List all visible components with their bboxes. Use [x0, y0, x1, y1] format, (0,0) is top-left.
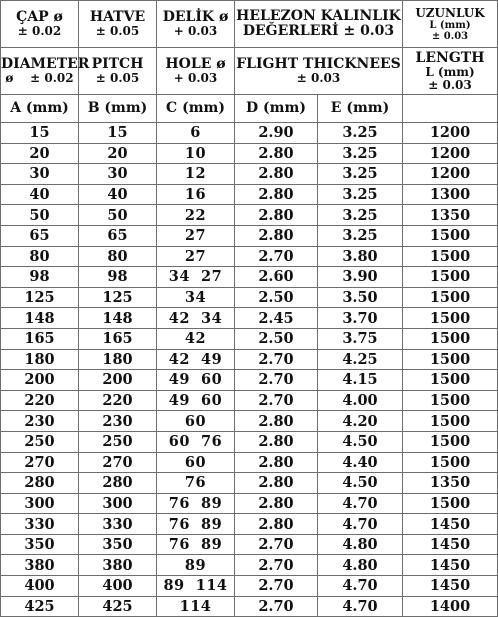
cell-a: 350	[1, 534, 79, 555]
cell-e: 3.90	[318, 267, 403, 288]
cell-a: 425	[1, 596, 79, 617]
cell-a: 230	[1, 411, 79, 432]
cell-d: 2.50	[235, 287, 318, 308]
cell-e: 4.15	[318, 370, 403, 391]
header-flight-name: FLIGHT THICKNEES	[236, 56, 401, 72]
header-hatve-name: HATVE	[89, 9, 146, 25]
cell-c: 10	[157, 143, 235, 164]
header-units-row	[1, 95, 498, 123]
cell-a: 30	[1, 164, 79, 185]
header-delik-tol: + 0.03	[173, 24, 218, 38]
cell-e: 3.25	[318, 143, 403, 164]
table-row	[1, 225, 498, 246]
cell-d: 2.70	[235, 349, 318, 370]
header-cap	[1, 1, 79, 48]
cell-c: 42 34	[157, 308, 235, 329]
cell-d: 2.70	[235, 390, 318, 411]
cell-l: 1500	[403, 287, 498, 308]
cell-d: 2.70	[235, 370, 318, 391]
table-row	[1, 555, 498, 576]
cell-d: 2.70	[235, 596, 318, 617]
table-row	[1, 514, 498, 535]
cell-l: 1300	[403, 184, 498, 205]
cell-a: 330	[1, 514, 79, 535]
cell-d: 2.90	[235, 123, 318, 144]
cell-b: 40	[79, 184, 157, 205]
table-row	[1, 411, 498, 432]
cell-c: 42 49	[157, 349, 235, 370]
cell-c: 34	[157, 287, 235, 308]
cell-b: 20	[79, 143, 157, 164]
cell-d: 2.80	[235, 143, 318, 164]
cell-e: 3.25	[318, 123, 403, 144]
cell-b: 250	[79, 431, 157, 452]
cell-l: 1500	[403, 349, 498, 370]
header-helezon	[235, 1, 403, 48]
cell-l: 1500	[403, 431, 498, 452]
cell-d: 2.80	[235, 184, 318, 205]
cell-c: 6	[157, 123, 235, 144]
header-flight	[235, 48, 403, 95]
table-row	[1, 267, 498, 288]
header-uzunluk	[403, 1, 498, 48]
cell-c: 76 89	[157, 493, 235, 514]
cell-a: 98	[1, 267, 79, 288]
cell-b: 125	[79, 287, 157, 308]
cell-c: 60	[157, 411, 235, 432]
table-row	[1, 205, 498, 226]
cell-a: 300	[1, 493, 79, 514]
cell-e: 4.80	[318, 534, 403, 555]
col-a-header: A (mm)	[1, 95, 79, 123]
cell-e: 4.20	[318, 411, 403, 432]
cell-c: 49 60	[157, 390, 235, 411]
table-row	[1, 534, 498, 555]
cell-l: 1200	[403, 123, 498, 144]
table-row	[1, 308, 498, 329]
table-row	[1, 431, 498, 452]
cell-d: 2.80	[235, 493, 318, 514]
cell-d: 2.80	[235, 431, 318, 452]
cell-c: 60 76	[157, 431, 235, 452]
cell-d: 2.45	[235, 308, 318, 329]
col-b-header: B (mm)	[79, 95, 157, 123]
header-hole-name: HOLE ø	[165, 56, 226, 72]
table-row	[1, 164, 498, 185]
cell-l: 1350	[403, 205, 498, 226]
cell-d: 2.70	[235, 555, 318, 576]
cell-d: 2.80	[235, 164, 318, 185]
cell-b: 230	[79, 411, 157, 432]
cell-a: 125	[1, 287, 79, 308]
header-uzunluk-tol: ± 0.03	[431, 30, 469, 42]
cell-b: 148	[79, 308, 157, 329]
cell-a: 200	[1, 370, 79, 391]
cell-e: 3.25	[318, 225, 403, 246]
cell-l: 1500	[403, 225, 498, 246]
cell-b: 98	[79, 267, 157, 288]
col-d-header: D (mm)	[235, 95, 318, 123]
header-uzunluk-sub: L (mm)	[429, 19, 471, 31]
header-length-sub: L (mm)	[425, 64, 475, 79]
cell-e: 4.80	[318, 555, 403, 576]
cell-e: 4.50	[318, 473, 403, 494]
cell-b: 80	[79, 246, 157, 267]
header-hatve	[79, 1, 157, 48]
header-helezon-name2: DEĞERLERİ ± 0.03	[242, 23, 395, 39]
cell-l: 1500	[403, 370, 498, 391]
cell-c: 27	[157, 225, 235, 246]
cell-d: 2.80	[235, 473, 318, 494]
cell-l: 1500	[403, 308, 498, 329]
cell-a: 165	[1, 328, 79, 349]
cell-c: 49 60	[157, 370, 235, 391]
cell-e: 4.70	[318, 514, 403, 535]
header-row-en	[1, 48, 498, 95]
cell-b: 30	[79, 164, 157, 185]
cell-c: 76 89	[157, 534, 235, 555]
cell-b: 165	[79, 328, 157, 349]
cell-d: 2.80	[235, 205, 318, 226]
cell-l: 1200	[403, 164, 498, 185]
table-row	[1, 328, 498, 349]
cell-c: 89 114	[157, 576, 235, 597]
header-length	[403, 48, 498, 95]
cell-a: 250	[1, 431, 79, 452]
table-body	[1, 123, 498, 617]
cell-d: 2.60	[235, 267, 318, 288]
cell-b: 330	[79, 514, 157, 535]
header-delik	[157, 1, 235, 48]
header-helezon-name: HELEZON KALINLIK	[236, 8, 401, 24]
header-pitch-tol: ± 0.05	[95, 71, 140, 85]
header-hole-tol: + 0.03	[173, 71, 218, 85]
cell-l: 1500	[403, 267, 498, 288]
cell-e: 3.75	[318, 328, 403, 349]
cell-l: 1450	[403, 576, 498, 597]
cell-b: 50	[79, 205, 157, 226]
header-diameter	[1, 48, 90, 95]
table-row	[1, 143, 498, 164]
table-row	[1, 576, 498, 597]
cell-b: 270	[79, 452, 157, 473]
header-row-tr	[1, 1, 498, 48]
cell-l: 1500	[403, 328, 498, 349]
cell-c: 60	[157, 452, 235, 473]
cell-c: 27	[157, 246, 235, 267]
cell-a: 400	[1, 576, 79, 597]
table-row	[1, 493, 498, 514]
table-row	[1, 596, 498, 617]
cell-c: 12	[157, 164, 235, 185]
cell-d: 2.70	[235, 246, 318, 267]
cell-c: 89	[157, 555, 235, 576]
cell-b: 380	[79, 555, 157, 576]
cell-d: 2.70	[235, 576, 318, 597]
cell-d: 2.80	[235, 411, 318, 432]
col-c-header: C (mm)	[157, 95, 235, 123]
header-pitch-name: PITCH	[91, 56, 144, 72]
cell-d: 2.70	[235, 534, 318, 555]
cell-l: 1500	[403, 452, 498, 473]
cell-b: 400	[79, 576, 157, 597]
header-cap-tol: ± 0.02	[17, 24, 62, 38]
cell-a: 20	[1, 143, 79, 164]
header-length-tol: ± 0.03	[428, 77, 472, 92]
cell-l: 1400	[403, 596, 498, 617]
cell-l: 1200	[403, 143, 498, 164]
cell-b: 15	[79, 123, 157, 144]
cell-c: 114	[157, 596, 235, 617]
table-row	[1, 123, 498, 144]
cell-a: 65	[1, 225, 79, 246]
cell-l: 1500	[403, 390, 498, 411]
cell-c: 16	[157, 184, 235, 205]
cell-a: 40	[1, 184, 79, 205]
table-row	[1, 473, 498, 494]
cell-a: 380	[1, 555, 79, 576]
cell-d: 2.80	[235, 452, 318, 473]
table-row	[1, 184, 498, 205]
header-delik-name: DELİK ø	[162, 9, 229, 25]
cell-l: 1500	[403, 246, 498, 267]
cell-e: 4.00	[318, 390, 403, 411]
cell-b: 300	[79, 493, 157, 514]
cell-e: 3.80	[318, 246, 403, 267]
header-hole	[157, 48, 235, 95]
cell-l: 1500	[403, 411, 498, 432]
cell-a: 148	[1, 308, 79, 329]
cell-e: 4.40	[318, 452, 403, 473]
cell-e: 3.50	[318, 287, 403, 308]
cell-c: 34 27	[157, 267, 235, 288]
cell-b: 180	[79, 349, 157, 370]
cell-l: 1450	[403, 534, 498, 555]
table-row	[1, 452, 498, 473]
cell-e: 4.25	[318, 349, 403, 370]
cell-l: 1450	[403, 555, 498, 576]
cell-d: 2.50	[235, 328, 318, 349]
cell-c: 76 89	[157, 514, 235, 535]
header-uzunluk-name: UZUNLUK	[415, 5, 485, 20]
cell-a: 180	[1, 349, 79, 370]
table-row	[1, 349, 498, 370]
cell-b: 350	[79, 534, 157, 555]
header-cap-name: ÇAP ø	[16, 9, 63, 25]
header-pitch	[79, 48, 157, 95]
cell-c: 22	[157, 205, 235, 226]
header-hatve-tol: ± 0.05	[95, 24, 140, 38]
header-diameter-tol: ø ± 0.02	[5, 71, 74, 85]
cell-l: 1450	[403, 514, 498, 535]
cell-e: 4.50	[318, 431, 403, 452]
cell-e: 3.25	[318, 184, 403, 205]
cell-a: 280	[1, 473, 79, 494]
header-diameter-name: DIAMETER	[1, 56, 90, 72]
cell-l: 1350	[403, 473, 498, 494]
header-length-name: LENGTH	[415, 49, 485, 66]
cell-b: 280	[79, 473, 157, 494]
cell-d: 2.80	[235, 225, 318, 246]
cell-e: 3.25	[318, 164, 403, 185]
cell-b: 200	[79, 370, 157, 391]
cell-b: 220	[79, 390, 157, 411]
cell-c: 76	[157, 473, 235, 494]
cell-b: 425	[79, 596, 157, 617]
cell-e: 4.70	[318, 596, 403, 617]
table-row	[1, 287, 498, 308]
col-e-header: E (mm)	[318, 95, 403, 123]
cell-a: 80	[1, 246, 79, 267]
cell-e: 3.70	[318, 308, 403, 329]
cell-a: 15	[1, 123, 79, 144]
header-flight-tol: ± 0.03	[296, 71, 341, 85]
cell-b: 65	[79, 225, 157, 246]
table-row	[1, 390, 498, 411]
cell-c: 42	[157, 328, 235, 349]
cell-d: 2.80	[235, 514, 318, 535]
cell-a: 50	[1, 205, 79, 226]
cell-a: 220	[1, 390, 79, 411]
col-l-header-empty	[403, 95, 498, 123]
cell-e: 4.70	[318, 493, 403, 514]
table-row	[1, 370, 498, 391]
cell-l: 1500	[403, 493, 498, 514]
table-row	[1, 246, 498, 267]
cell-a: 270	[1, 452, 79, 473]
cell-e: 3.25	[318, 205, 403, 226]
cell-e: 4.70	[318, 576, 403, 597]
